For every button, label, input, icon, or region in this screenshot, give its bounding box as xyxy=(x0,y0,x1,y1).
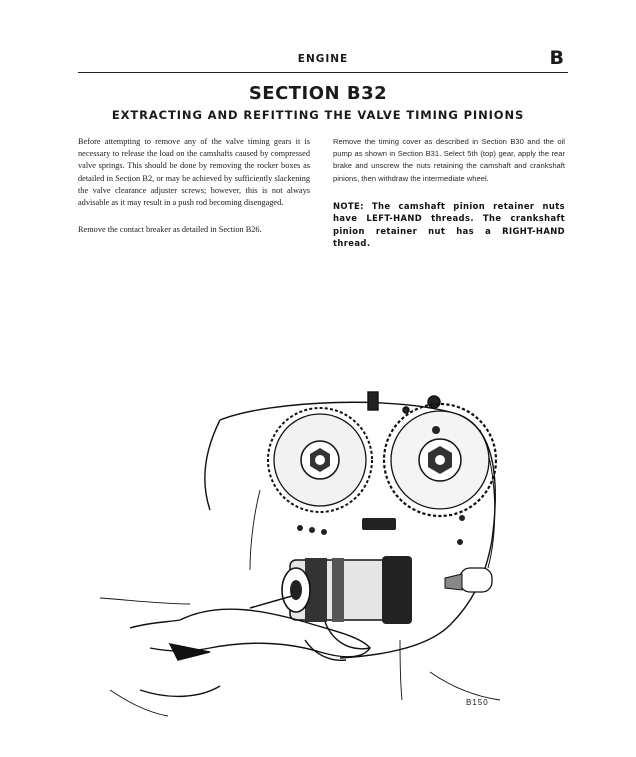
left-paragraph-2: Remove the contact breaker as detailed in Section B26. xyxy=(78,225,262,235)
header-rule xyxy=(78,72,568,73)
section-title: SECTION B32 xyxy=(248,83,388,104)
left-column xyxy=(78,136,310,251)
running-title: ENGINE xyxy=(297,53,349,65)
left-camshaft-gear xyxy=(268,408,372,512)
right-camshaft-gear xyxy=(384,404,496,516)
left-paragraph-1: Before attempting to remove any of the valve timing gears it is necessary to release the load on the camshafts caused by compressed valve springs. This should be done by removing the rocker boxes as detailed in Section B2, or may be achieved by sufficiently slackening the valve clearance adjuster screws; however, this is not always advisable as it may result in a push rod becoming disengaged. xyxy=(78,137,310,208)
right-paragraph-1: Remove the timing cover as described in Section B30 and the oil pump as shown in Section B31. Select 5th (top) gear, apply the rear brake and unscrew the nuts retaining the camshaft and crankshaft pinions, then withdraw the intermediate wheel. xyxy=(333,137,565,183)
timing-pinion-illustration xyxy=(100,390,530,720)
running-header xyxy=(78,47,568,72)
right-column xyxy=(333,136,565,249)
section-letter: B xyxy=(549,47,564,69)
thread-note: NOTE: The camshaft pinion retainer nuts have LEFT-HAND threads. The crankshaft pinion retainer nut has a RIGHT-HAND thread. xyxy=(333,200,565,249)
section-subtitle: EXTRACTING AND REFITTING THE VALVE TIMING PINIONS xyxy=(111,108,525,122)
figure-label: B150 xyxy=(466,698,489,707)
